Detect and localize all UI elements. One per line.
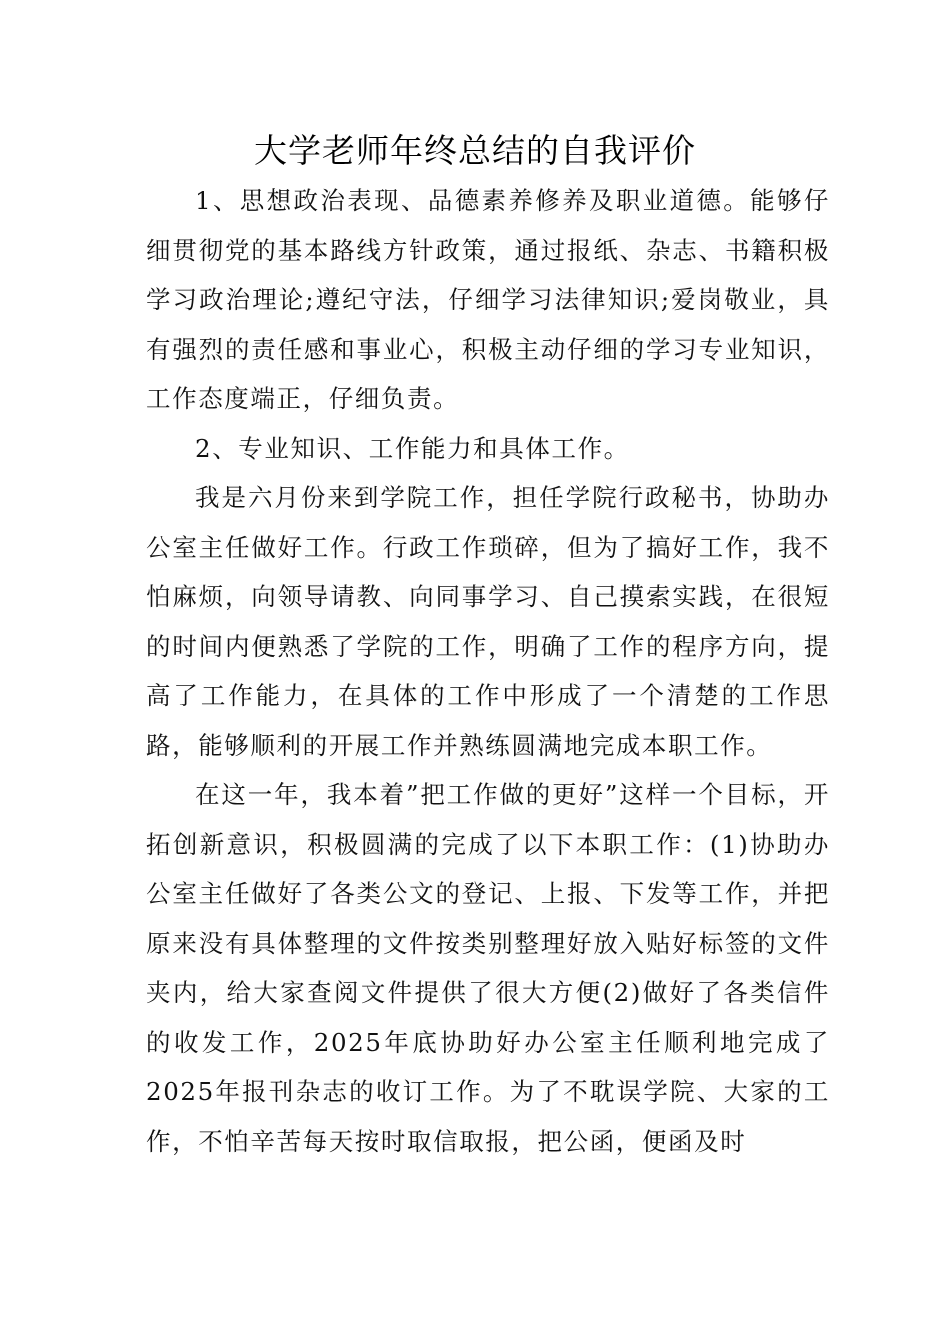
document-body	[146, 176, 830, 1166]
paragraph-professional-knowledge: 2、专业知识、工作能力和具体工作。	[195, 433, 630, 463]
document-title: 大学老师年终总结的自我评价	[254, 131, 696, 170]
paragraph-political-performance: 1、思想政治表现、品德素养修养及职业道德。能够仔细贯彻党的基本路线方针政策，通过报纸、杂志、书籍积极学习政治理论;遵纪守法，仔细学习法律知识;爱岗敬业，具有强烈的责任感和事业心，积极主动仔细的学习专业知识，工作态度端正，仔细负责。	[146, 186, 830, 413]
paragraph-work-experience: 我是六月份来到学院工作，担任学院行政秘书，协助办公室主任做好工作。行政工作琐碎，但为了搞好工作，我不怕麻烦，向领导请教、向同事学习、自己摸索实践，在很短的时间内便熟悉了学院的工作，明确了工作的程序方向，提高了工作能力，在具体的工作中形成了一个清楚的工作思路，能够顺利的开展工作并熟练圆满地完成本职工作。	[146, 483, 830, 760]
paragraph-annual-work: 在这一年，我本着”把工作做的更好”这样一个目标，开拓创新意识，积极圆满的完成了以下本职工作：(1)协助办公室主任做好了各类公文的登记、上报、下发等工作，并把原来没有具体整理的文件按类别整理好放入贴好标签的文件夹内，给大家查阅文件提供了很大方便(2)做好了各类信件的收发工作，2025年底协助好办公室主任顺利地完成了2025年报刊杂志的收订工作。为了不耽误学院、大家的工作，不怕辛苦每天按时取信取报，把公函，便函及时	[146, 780, 830, 1156]
